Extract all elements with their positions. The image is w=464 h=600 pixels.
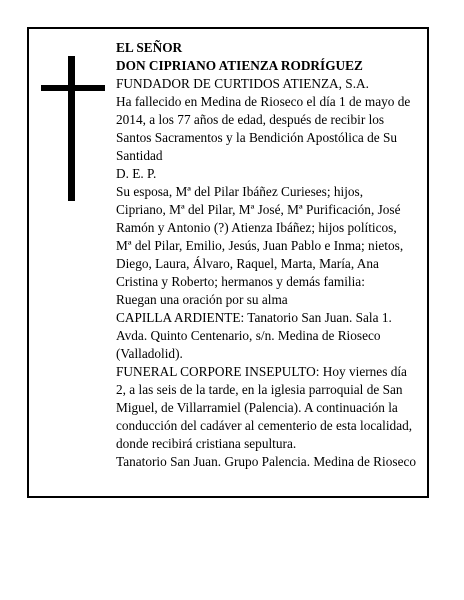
funeral-service-line: donde recibirá cristiana sepultura. <box>116 436 297 451</box>
funeral-chapel-line: CAPILLA ARDIENTE: Tanatorio San Juan. Sala 1. <box>116 310 392 325</box>
death-announcement-line: Santos Sacramentos y la Bendición Apostólica de Su <box>116 130 398 145</box>
funeral-service-line: Miguel, de Villarramiel (Palencia). A continuación la <box>116 400 398 415</box>
rest-in-peace: D. E. P. <box>116 166 157 181</box>
death-announcement-line: Ha fallecido en Medina de Rioseco el día 1 de mayo de <box>116 94 411 109</box>
family-line: Mª del Pilar, Emilio, Jesús, Juan Pablo e Inma; nietos, <box>116 238 404 253</box>
funeral-home-credit: Tanatorio San Juan. Grupo Palencia. Medina de Rioseco <box>116 454 417 469</box>
founder-title: FUNDADOR DE CURTIDOS ATIENZA, S.A. <box>116 76 369 91</box>
obituary-heading: EL SEÑOR <box>116 40 183 55</box>
cross-horizontal-bar <box>41 85 105 91</box>
funeral-chapel-line: (Valladolid). <box>116 346 183 361</box>
death-announcement-line: Santidad <box>116 148 163 163</box>
prayer-request: Ruegan una oración por su alma <box>116 292 288 307</box>
cross-icon <box>41 56 105 201</box>
obituary-notice <box>27 27 429 498</box>
funeral-service-line: FUNERAL CORPORE INSEPULTO: Hoy viernes día <box>116 364 407 379</box>
family-line: Cristina y Roberto; hermanos y demás familia: <box>116 274 365 289</box>
funeral-chapel-line: Avda. Quinto Centenario, s/n. Medina de Rioseco <box>116 328 381 343</box>
deceased-name: DON CIPRIANO ATIENZA RODRÍGUEZ <box>116 58 363 73</box>
obituary-text <box>116 39 428 471</box>
funeral-service-line: conducción del cadáver al cementerio de esta localidad, <box>116 418 413 433</box>
family-line: Ramón y Antonio (?) Atienza Ibáñez; hijos políticos, <box>116 220 397 235</box>
family-line: Su esposa, Mª del Pilar Ibáñez Curieses; hijos, <box>116 184 364 199</box>
cross-vertical-bar <box>68 56 75 201</box>
family-line: Cipriano, Mª del Pilar, Mª José, Mª Purificación, José <box>116 202 401 217</box>
funeral-service-line: 2, a las seis de la tarde, en la iglesia parroquial de San <box>116 382 403 397</box>
death-announcement-line: 2014, a los 77 años de edad, después de recibir los <box>116 112 385 127</box>
family-line: Diego, Laura, Álvaro, Raquel, Marta, María, Ana <box>116 256 379 271</box>
